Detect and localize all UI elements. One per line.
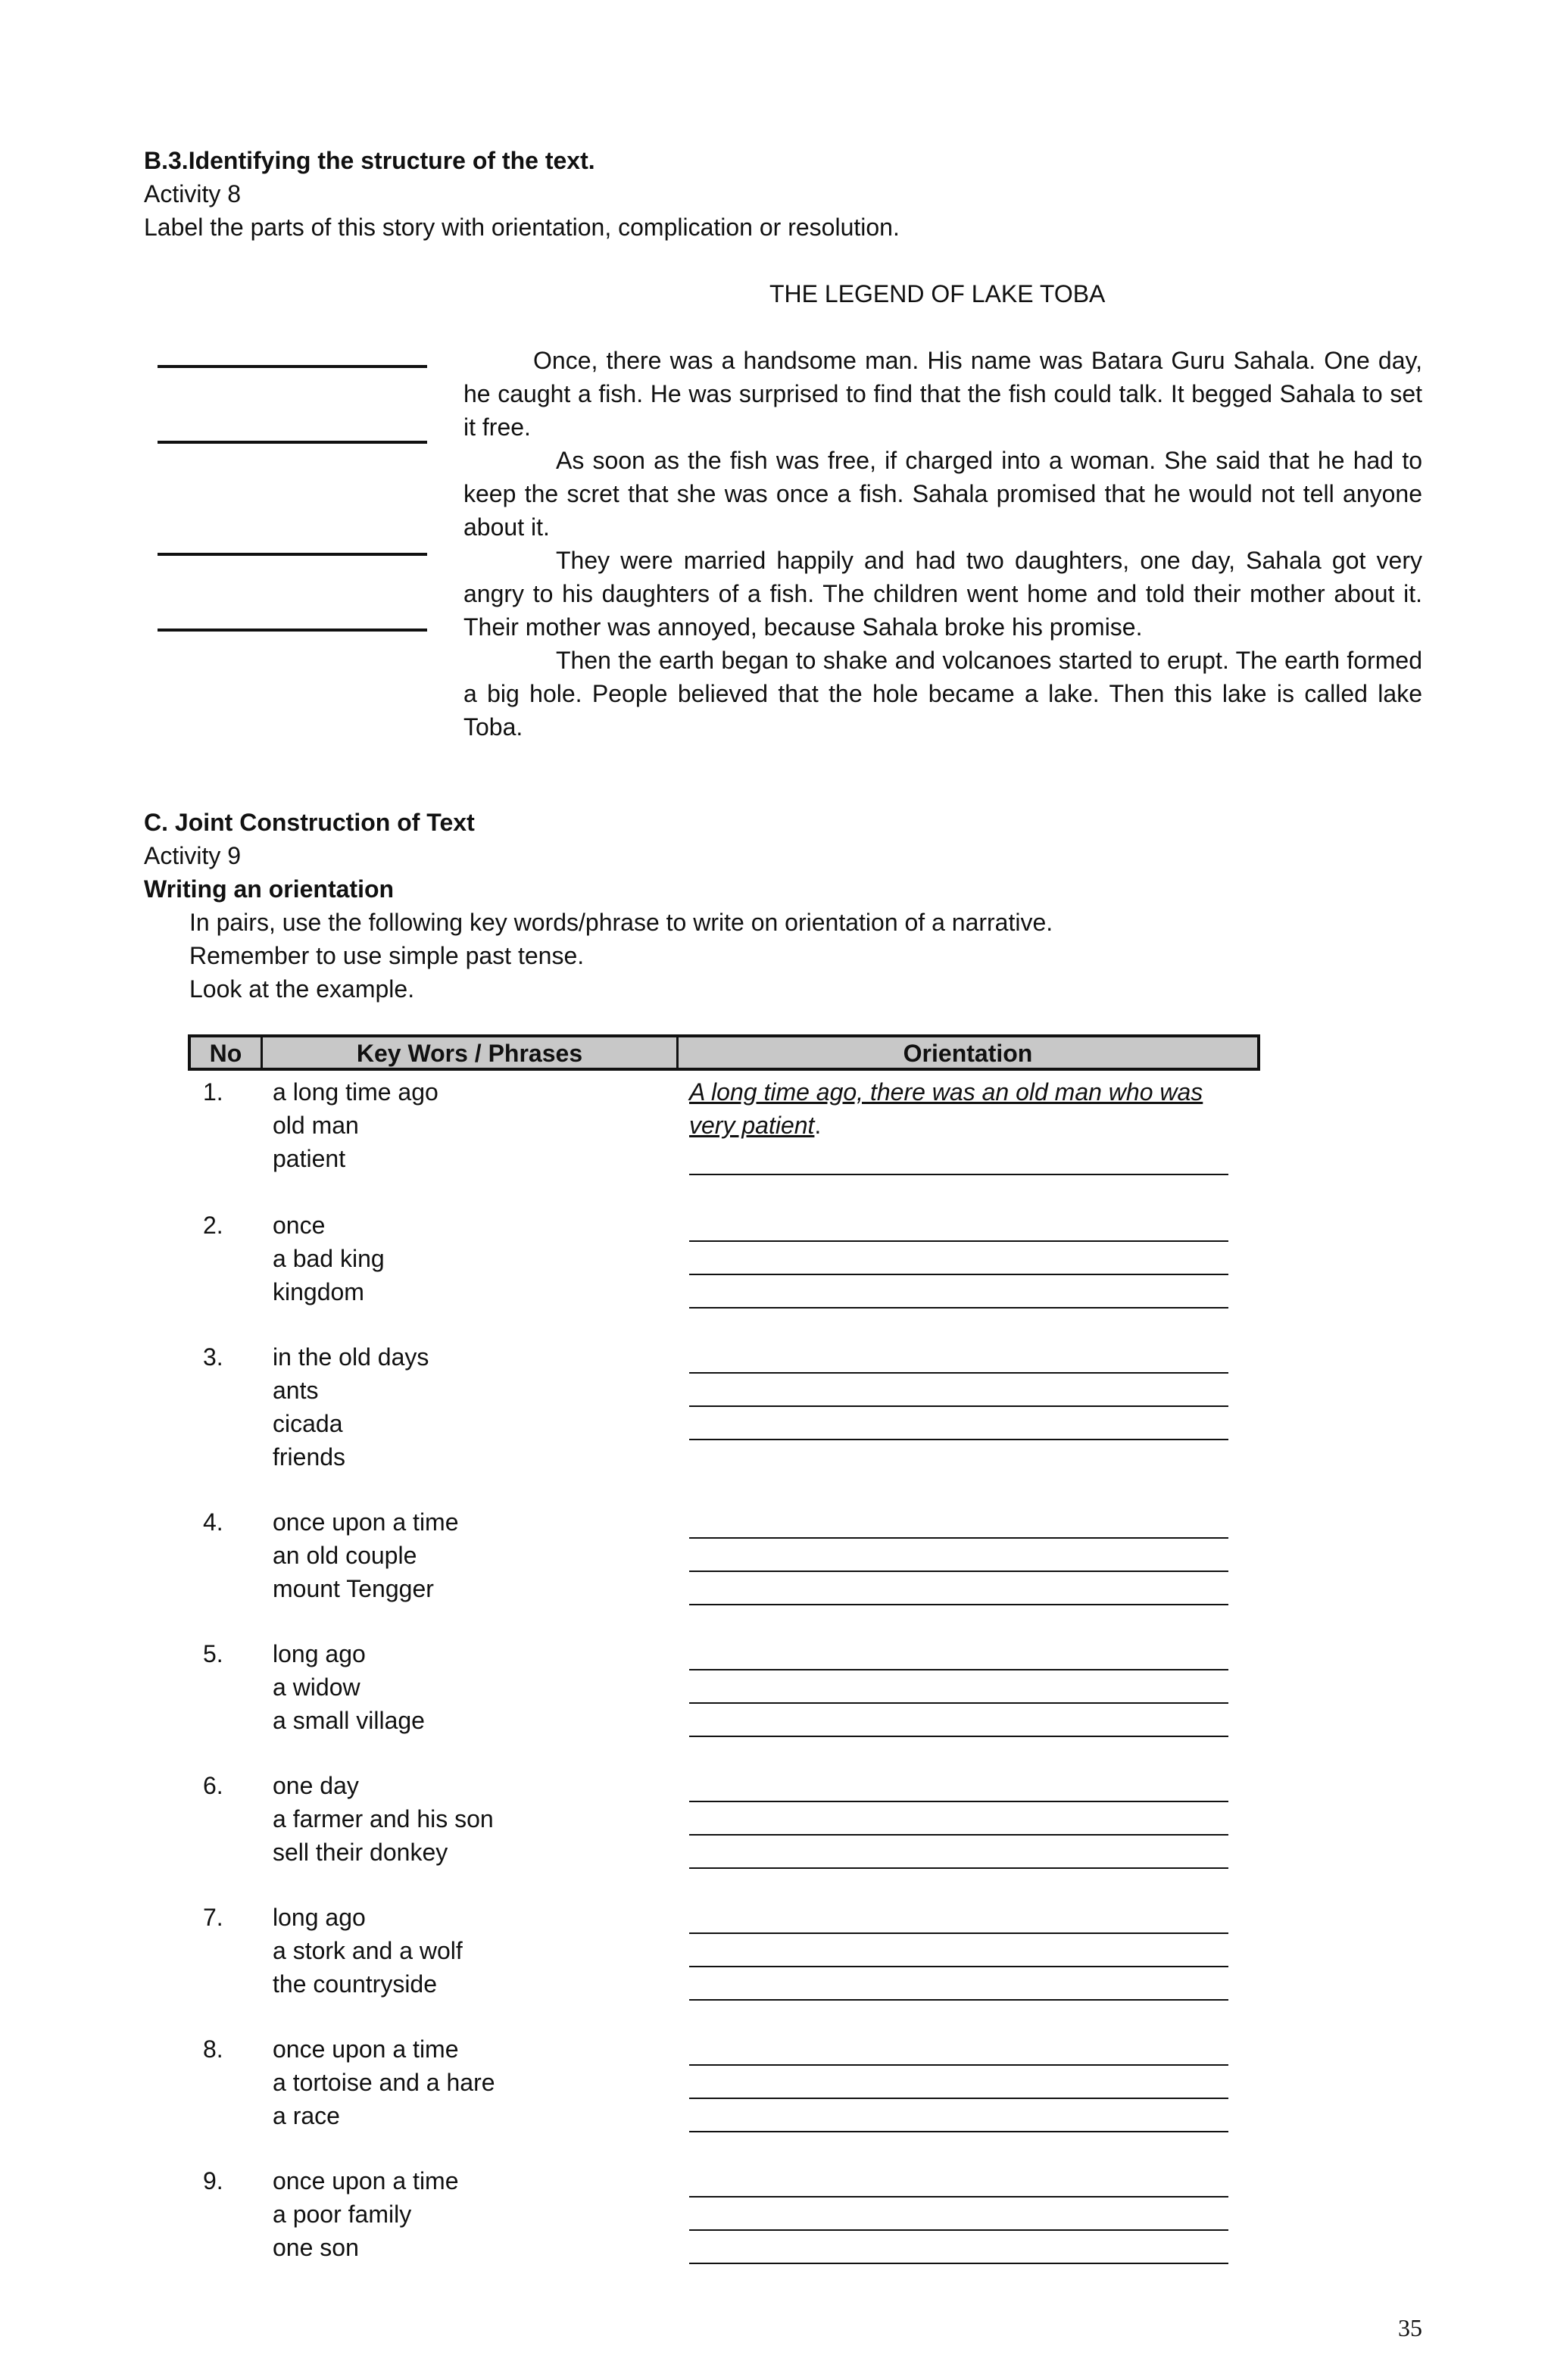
keyword: a bad king (273, 1245, 385, 1272)
row-keywords (273, 1901, 463, 2001)
answer-line[interactable] (689, 1967, 1228, 2001)
row-answer (689, 1340, 1228, 1440)
header-orientation: Orientation (903, 1040, 1033, 1067)
label-blank-3[interactable] (158, 553, 427, 556)
instruction-line: Remember to use simple past tense. (189, 942, 585, 969)
answer-line[interactable] (689, 1637, 1228, 1670)
keyword: a farmer and his son (273, 1805, 494, 1833)
header-keywords: Key Wors / Phrases (356, 1040, 583, 1067)
label-blank-2[interactable] (158, 441, 427, 444)
row-keywords (273, 1769, 494, 1869)
keyword: a long time ago (273, 1078, 438, 1106)
keyword: a widow (273, 1673, 360, 1701)
row-number: 1. (203, 1078, 223, 1106)
row-number: 7. (203, 1904, 223, 1931)
keyword: one son (273, 2234, 359, 2261)
row-keywords (273, 2164, 459, 2264)
keyword: old man (273, 1112, 359, 1139)
row-answer (689, 1637, 1228, 1737)
keyword: mount Tengger (273, 1575, 434, 1602)
answer-line[interactable] (689, 1340, 1228, 1374)
answer-line[interactable] (689, 1407, 1228, 1440)
keyword: kingdom (273, 1278, 364, 1305)
answer-line[interactable] (689, 1934, 1228, 1967)
answer-line[interactable] (689, 1505, 1228, 1539)
story-body (463, 344, 1422, 744)
row-number: 9. (203, 2167, 223, 2194)
answer-line[interactable] (689, 2164, 1228, 2198)
answer-line[interactable] (689, 1901, 1228, 1934)
example-orientation-line: A long time ago, there was an old man who was (689, 1078, 1203, 1106)
label-blank-1[interactable] (158, 365, 427, 368)
story-paragraph: As soon as the fish was free, if charged into a woman. She said that he had to keep the scret that she was once a fish. Sahala promised that he would not tell anyone about it. (463, 447, 1422, 541)
keyword: a stork and a wolf (273, 1937, 463, 1964)
story-paragraph: Then the earth began to shake and volcanoes started to erupt. The earth formed a big hole. People believed that the hole became a lake. Then this lake is called lake Toba. (463, 647, 1422, 741)
answer-line[interactable] (689, 2032, 1228, 2066)
row-keywords (273, 1209, 385, 1309)
keyword: ants (273, 1377, 319, 1404)
keyword: long ago (273, 1904, 366, 1931)
keyword: a tortoise and a hare (273, 2069, 495, 2096)
keyword: cicada (273, 1410, 343, 1437)
keyword: once (273, 1212, 326, 1239)
activity-9-label: Activity 9 (144, 842, 242, 869)
row-answer (689, 2164, 1228, 2264)
keyword: in the old days (273, 1343, 429, 1371)
answer-line[interactable] (689, 1670, 1228, 1704)
answer-line[interactable] (689, 2099, 1228, 2132)
answer-line[interactable] (689, 1802, 1228, 1836)
answer-line[interactable] (689, 2066, 1228, 2099)
example-orientation-line: very patient (689, 1112, 815, 1139)
table-header (188, 1034, 1260, 1071)
row-number: 2. (203, 1212, 223, 1239)
row-number: 6. (203, 1772, 223, 1799)
answer-line[interactable] (689, 1704, 1228, 1737)
answer-line[interactable] (689, 2198, 1228, 2231)
keyword: sell their donkey (273, 1839, 448, 1866)
answer-line[interactable] (689, 2231, 1228, 2264)
keyword: patient (273, 1145, 346, 1172)
answer-line[interactable] (689, 1539, 1228, 1572)
keyword: a small village (273, 1707, 425, 1734)
answer-line[interactable] (689, 1209, 1228, 1242)
page-number: 35 (1398, 2314, 1422, 2341)
keyword: friends (273, 1443, 346, 1471)
section-b3-heading: B.3.Identifying the structure of the text. (144, 147, 595, 174)
keyword: once upon a time (273, 1508, 459, 1536)
label-blank-4[interactable] (158, 629, 427, 632)
answer-line[interactable] (689, 1374, 1228, 1407)
row-answer (689, 1901, 1228, 2001)
row-number: 5. (203, 1640, 223, 1667)
example-period: . (814, 1112, 822, 1139)
row-number: 8. (203, 2035, 223, 2063)
row-keywords (273, 2032, 495, 2132)
row-keywords (273, 1637, 425, 1737)
row-keywords (273, 1075, 438, 1175)
instruction-line: In pairs, use the following key words/phrase to write on orientation of a narrative. (189, 909, 1053, 936)
answer-line[interactable] (689, 1142, 1228, 1175)
row-answer (689, 1505, 1228, 1605)
header-no: No (209, 1040, 242, 1067)
answer-line[interactable] (689, 1572, 1228, 1605)
activity-8-label: Activity 8 (144, 180, 242, 207)
keyword: long ago (273, 1640, 366, 1667)
section-c-heading: C. Joint Construction of Text (144, 809, 475, 836)
row-number: 4. (203, 1508, 223, 1536)
keyword: once upon a time (273, 2035, 459, 2063)
keyword: a race (273, 2102, 340, 2129)
row-keywords (273, 1340, 429, 1474)
row-answer (689, 1769, 1228, 1869)
row-answer (689, 1075, 1250, 1175)
row-answer (689, 1209, 1228, 1309)
answer-line[interactable] (689, 1275, 1228, 1309)
story-title: THE LEGEND OF LAKE TOBA (769, 280, 1106, 307)
instruction-line: Look at the example. (189, 975, 415, 1003)
section-c-subheading: Writing an orientation (144, 875, 395, 903)
keyword: an old couple (273, 1542, 417, 1569)
story-paragraph: They were married happily and had two daughters, one day, Sahala got very angry to his daughters of a fish. The children went home and told their mother about it. Their mother was annoyed, because Sahala broke his promise. (463, 547, 1422, 641)
keyword: once upon a time (273, 2167, 459, 2194)
answer-line[interactable] (689, 1769, 1228, 1802)
keyword: a poor family (273, 2201, 412, 2228)
answer-line[interactable] (689, 1242, 1228, 1275)
activity-8-instruction: Label the parts of this story with orientation, complication or resolution. (144, 214, 900, 241)
row-keywords (273, 1505, 459, 1605)
keyword: one day (273, 1772, 359, 1799)
row-answer (689, 2032, 1228, 2132)
story-paragraph: Once, there was a handsome man. His name was Batara Guru Sahala. One day, he caught a fish. He was surprised to find that the fish could talk. It begged Sahala to set it free. (463, 347, 1422, 441)
row-number: 3. (203, 1343, 223, 1371)
keyword: the countryside (273, 1970, 438, 1998)
answer-line[interactable] (689, 1836, 1228, 1869)
